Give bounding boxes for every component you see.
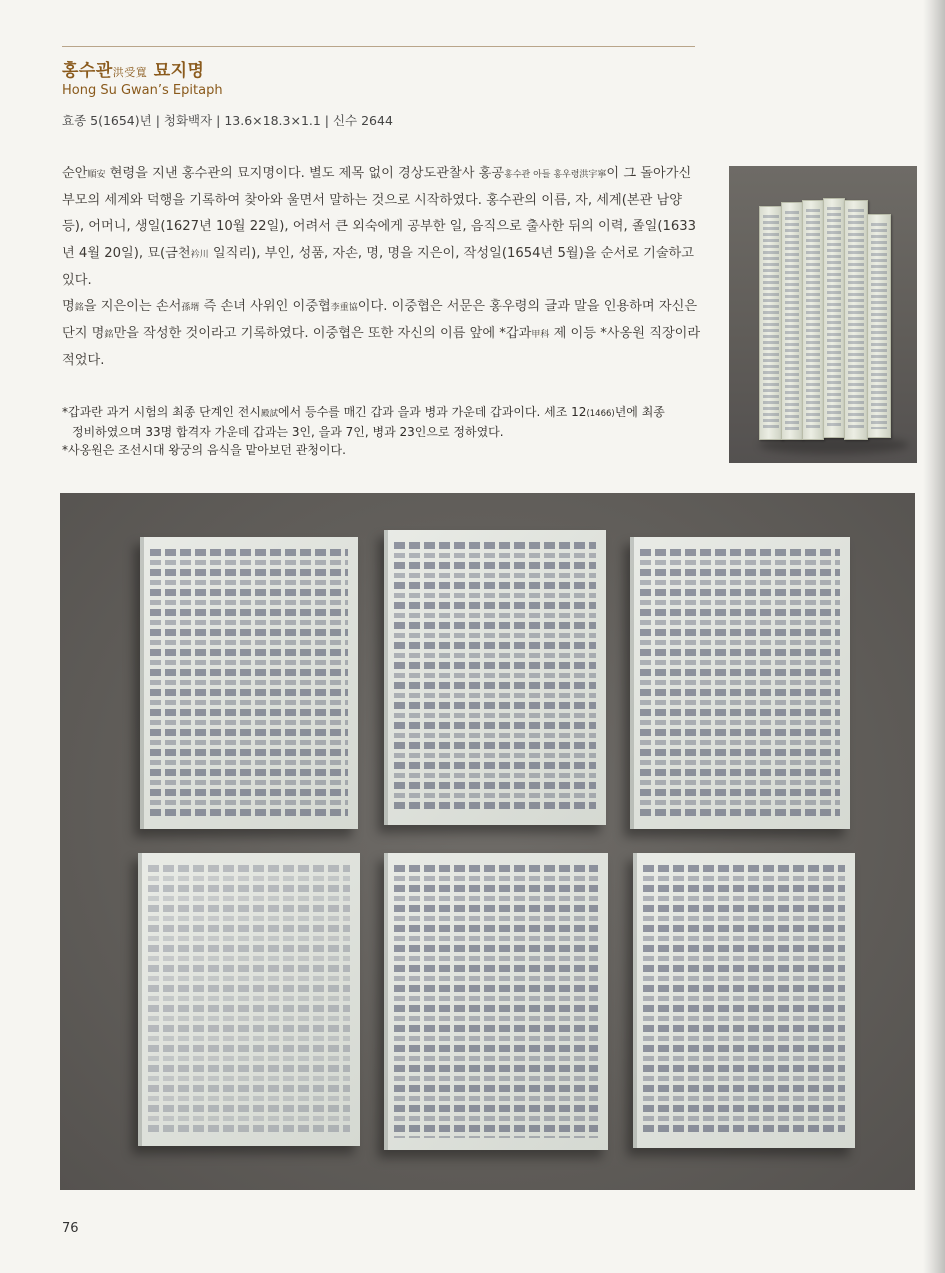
- footnote-1: [62, 403, 702, 423]
- binding-shadow: [923, 0, 945, 1273]
- epitaph-tablet: [138, 853, 360, 1146]
- text-run: 에서 등수를 매긴 갑과 을과 병과 가운데 갑과이다. 세조 12: [277, 405, 587, 419]
- title-hanja: 洪受寬: [112, 66, 148, 79]
- description-text: [62, 161, 702, 375]
- stacked-tablet: [802, 200, 824, 440]
- stacked-tablet: [823, 198, 845, 438]
- hanja-run: 銘: [104, 330, 114, 341]
- footnotes: [62, 403, 702, 459]
- artifact-meta: 효종 5(1654)년 | 청화백자 | 13.6×18.3×1.1 | 신수 2644: [62, 113, 393, 128]
- tablet-stack-photo: [729, 166, 917, 463]
- page-title: [62, 56, 204, 81]
- hanja-run: 銘: [74, 303, 84, 314]
- inline-note: 홍수관 아들 홍우령洪宇寧: [504, 170, 607, 180]
- text-run: 현령을 지낸 홍수관의 묘지명이다. 별도 제목 없이 경상도관찰사 홍공: [105, 166, 505, 181]
- english-subtitle: Hong Su Gwan’s Epitaph: [62, 83, 223, 98]
- text-run: 제 이등 *사옹원 직장이라 적었다.: [62, 326, 701, 369]
- hanja-run: 甲科: [531, 330, 550, 341]
- page-number: 76: [62, 1221, 79, 1236]
- text-run: 순안: [62, 166, 88, 181]
- hanja-run: 殿試: [260, 409, 278, 419]
- description-paragraph-2: [62, 294, 702, 375]
- text-run: 즉 손녀 사위인 이중협: [199, 299, 331, 315]
- hanja-run: 順安: [87, 170, 106, 180]
- footnote-1-continued: 정비하였으며 33명 합격자 가운데 갑과는 3인, 을과 7인, 병과 23인으로 정하였다.: [72, 425, 504, 439]
- hanja-run: 孫壻: [181, 303, 200, 314]
- epitaph-tablet: [633, 853, 855, 1148]
- footnote-2: *사옹원은 조선시대 왕궁의 음식을 맡아보던 관청이다.: [62, 443, 346, 457]
- hanja-run: 衿川: [190, 249, 209, 260]
- text-run: 일직리), 부인, 성품, 자손, 명, 명을 지은이, 작성일(1654년 5월)을 순서로 기술하고 있다.: [62, 245, 695, 288]
- epitaph-tablets-photo: [60, 493, 915, 1190]
- epitaph-tablet: [384, 853, 608, 1150]
- stacked-tablet: [781, 202, 803, 440]
- text-run: 년에 최종: [614, 405, 665, 419]
- text-run: 명: [62, 299, 75, 315]
- epitaph-tablet: [384, 530, 606, 825]
- text-run: *갑과란 과거 시험의 최종 단계인 전시: [62, 405, 261, 419]
- stacked-tablet: [867, 214, 891, 438]
- epitaph-tablet: [630, 537, 850, 829]
- year-note: (1466): [586, 409, 615, 419]
- text-run: 만을 작성한 것이라고 기록하였다. 이중협은 또한 자신의 이름 앞에 *갑과: [113, 326, 532, 342]
- text-run: 을 지은이는 손서: [83, 299, 182, 315]
- text-run: 이다. 이중협은 서문은 홍우령의 글과 말을 인용하며 자신은 단지 명: [62, 299, 698, 342]
- title-korean: 홍수관: [62, 61, 113, 81]
- title-suffix: 묘지명: [153, 61, 205, 81]
- stacked-tablet: [759, 206, 783, 440]
- hanja-run: 李重協: [330, 303, 358, 314]
- stacked-tablet: [844, 200, 868, 440]
- text-run: 이 그 돌아가신 부모의 세계와 덕행을 기록하여 찾아와 울면서 말하는 것으로 시작하였다. 홍수관의 이름, 자, 세계(본관 남양 등), 어머니, 생일(1627년 10월 22일), 어려서 큰 외숙에게 공부한 일, 음직으로 출사한 뒤의 이력, 졸일(1633년 4월 20일), 묘(금천: [62, 166, 697, 261]
- header-rule: [62, 46, 695, 47]
- epitaph-tablet: [140, 537, 358, 829]
- description-paragraph-1: [62, 161, 702, 294]
